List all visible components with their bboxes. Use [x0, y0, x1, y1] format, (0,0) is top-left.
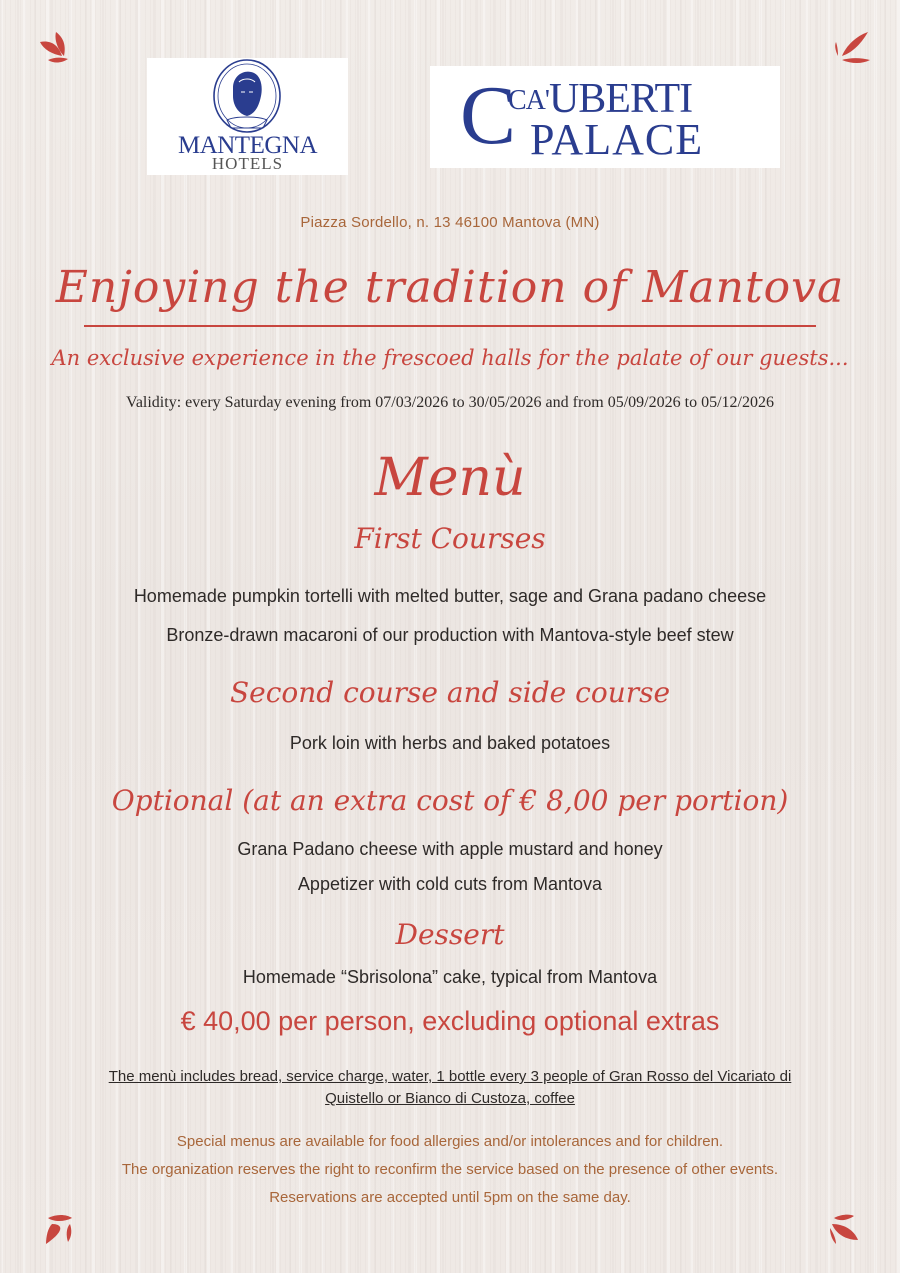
ca-uberti-palace-logo [430, 66, 780, 168]
menu-heading: Menù [374, 448, 526, 508]
price-text: € 40,00 per person, excluding optional extras [180, 1006, 720, 1036]
section-heading-dessert: Dessert [395, 918, 505, 951]
leaf-ornament-icon [36, 1210, 76, 1250]
menu-item: Appetizer with cold cuts from Mantova [297, 874, 603, 894]
note-special-menus: Special menus are available for food allergies and/or intolerances and for children. [176, 1133, 724, 1150]
section-heading-second-course: Second course and side course [229, 676, 671, 709]
includes-note-line2: Quistello or Bianco di Custoza, coffee [325, 1090, 575, 1107]
includes-note-line1: The menù includes bread, service charge, water, 1 bottle every 3 people of Gran Rosso del Vicariato di [108, 1068, 792, 1085]
address: Piazza Sordello, n. 13 46100 Mantova (MN) [300, 214, 600, 231]
mantegna-hotels-logo [147, 58, 348, 175]
menu-item: Homemade “Sbrisolona” cake, typical from Mantova [242, 967, 658, 987]
logo-text-hotels: HOTELS [211, 154, 284, 173]
note-reservations: Reservations are accepted until 5pm on the same day. [269, 1189, 631, 1206]
logo-text-ca: CA' [508, 85, 549, 116]
validity-text: Validity: every Saturday evening from 07/03/2026 to 30/05/2026 and from 05/09/2026 to 05/12/2026 [126, 394, 774, 411]
leaf-ornament-icon [36, 26, 76, 66]
logo-text-palace: PALACE [530, 115, 704, 164]
leaf-ornament-icon [832, 26, 872, 66]
leaf-ornament-icon [828, 1210, 868, 1250]
menu-item: Pork loin with herbs and baked potatoes [289, 733, 611, 753]
logo-big-c: C [460, 69, 517, 162]
section-heading-first-courses: First Courses [354, 522, 546, 555]
menu-item: Grana Padano cheese with apple mustard and honey [237, 839, 663, 859]
logo-text-uberti [508, 78, 692, 120]
logo-text-mantegna: MANTEGNA [177, 132, 318, 159]
logo-text-uberti-main: UBERTI [548, 76, 693, 122]
section-heading-optional: Optional (at an extra cost of € 8,00 per portion) [111, 784, 789, 817]
subtitle: An exclusive experience in the frescoed halls for the palate of our guests... [51, 346, 849, 370]
title-underline [84, 325, 816, 327]
menu-item: Bronze-drawn macaroni of our production with Mantova-style beef stew [166, 625, 734, 645]
page-title: Enjoying the tradition of Mantova [55, 262, 845, 313]
menu-item: Homemade pumpkin tortelli with melted butter, sage and Grana padano cheese [133, 586, 767, 606]
note-organization: The organization reserves the right to reconfirm the service based on the presence of other events. [121, 1161, 779, 1178]
